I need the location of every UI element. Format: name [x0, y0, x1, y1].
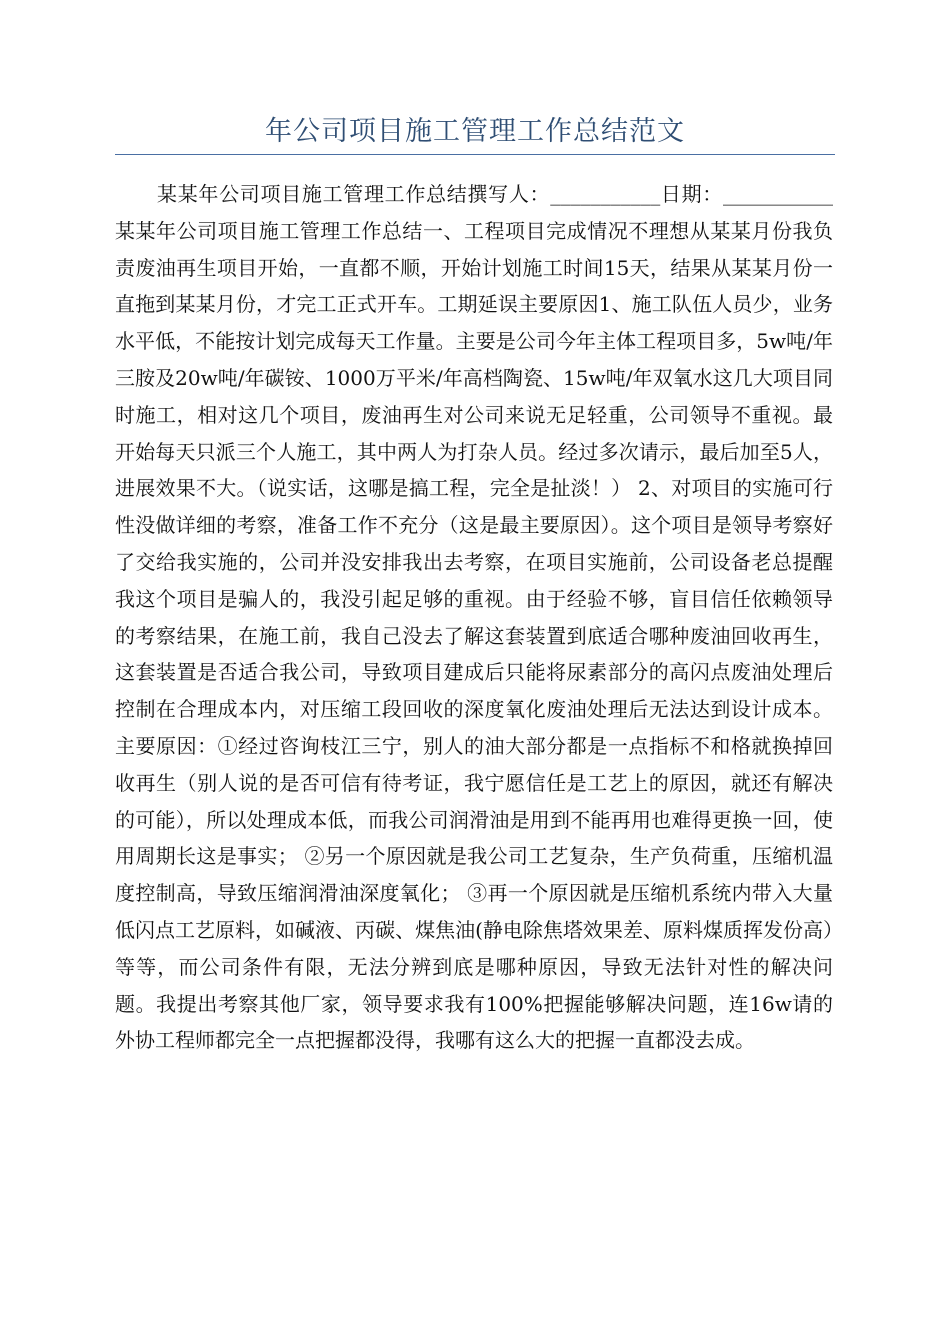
title-underline — [115, 154, 835, 155]
body-paragraph: 某某年公司项目施工管理工作总结撰写人：___________日期：___________某某年公司项目施工管理工作总结一、工程项目完成情况不理想从某某月份我负责废油再生项目开始，一直都不顺，开始计划施工时间15天，结果从某某月份一直拖到某某月份，才完工正式开车。工期延误主要原因1、施工队伍人员少，业务水平低，不能按计划完成每天工作量。主要是公司今年主体工程项目多，5w吨/年三胺及20w吨/年碳铵、1000万平米/年高档陶瓷、15w吨/年双氧水这几大项目同时施工，相对这几个项目，废油再生对公司来说无足轻重，公司领导不重视。最开始每天只派三个人施工，其中两人为打杂人员。经过多次请示，最后加至5人，进展效果不大。（说实话，这哪是搞工程，完全是扯淡！） 2、对项目的实施可行性没做详细的考察，准备工作不充分（这是最主要原因）。这个项目是领导考察好了交给我实施的，公司并没安排我出去考察，在项目实施前，公司设备老总提醒我这个项目是骗人的，我没引起足够的重视。由于经验不够，盲目信任依赖领导的考察结果，在施工前，我自己没去了解这套装置到底适合哪种废油回收再生，这套装置是否适合我公司，导致项目建成后只能将尿素部分的高闪点废油处理后控制在合理成本内，对压缩工段回收的深度氧化废油处理后无法达到设计成本。主要原因：①经过咨询枝江三宁，别人的油大部分都是一点指标不和格就换掉回收再生（别人说的是否可信有待考证，我宁愿信任是工艺上的原因，就还有解决的可能），所以处理成本低，而我公司润滑油是用到不能再用也难得更换一回，使用周期长这是事实； ②另一个原因就是我公司工艺复杂，生产负荷重，压缩机温度控制高，导致压缩润滑油深度氧化； ③再一个原因就是压缩机系统内带入大量低闪点工艺原料，如碱液、丙碳、煤焦油(静电除焦塔效果差、原料煤质挥发份高）等等，而公司条件有限，无法分辨到底是哪种原因，导致无法针对性的解决问题。我提出考察其他厂家，领导要求我有100%把握能够解决问题，连16w请的外协工程师都完全一点把握都没得，我哪有这么大的把握一直都没去成。 — [115, 182, 833, 1053]
document-title: 年公司项目施工管理工作总结范文 — [265, 116, 685, 147]
